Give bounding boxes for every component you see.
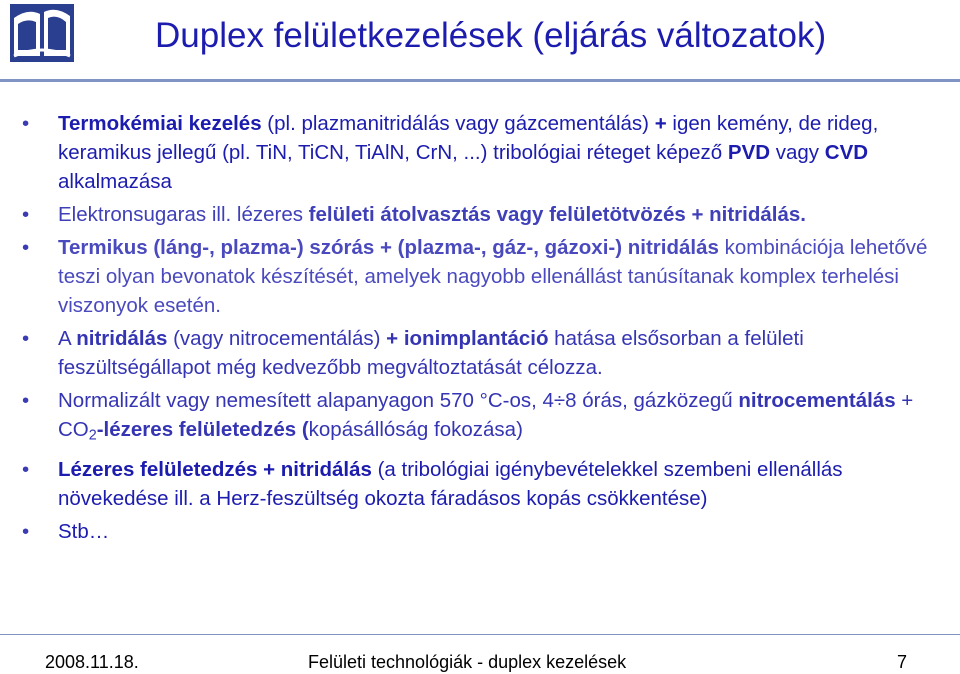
list-item-text: kopásállóság fokozása) bbox=[308, 418, 523, 441]
list-item-text: Lézeres felületedzés + nitridálás bbox=[58, 457, 372, 481]
page-title: Duplex felületkezelések (eljárás változatok) bbox=[155, 16, 827, 55]
list-item bbox=[22, 200, 942, 229]
list-item-text: CVD bbox=[824, 141, 869, 164]
list-item-text: (pl. plazmanitridálás vagy gázcementálás) bbox=[261, 112, 655, 135]
university-logo bbox=[10, 4, 74, 62]
list-item bbox=[22, 233, 942, 320]
list-item-text: alkalmazása bbox=[58, 170, 172, 193]
list-item-text: felületi átolvasztás vagy felületötvözés + nitridálás. bbox=[308, 203, 806, 226]
list-item-text: Elektronsugaras ill. lézeres bbox=[58, 203, 309, 226]
list-item-text: -lézeres felületedzés ( bbox=[96, 418, 309, 441]
bullet-list bbox=[22, 109, 942, 547]
list-item-text: Termokémiai kezelés bbox=[58, 112, 262, 135]
header-divider bbox=[0, 79, 960, 82]
footer-date: 2008.11.18. bbox=[45, 652, 139, 672]
list-item bbox=[22, 109, 942, 196]
list-item-text: Termikus (láng-, plazma-) szórás + (plazma-, gáz-, gázoxi-) nitridálás bbox=[58, 236, 719, 259]
list-item-text: A bbox=[58, 327, 77, 350]
list-item bbox=[22, 324, 942, 382]
list-item-text: vagy bbox=[770, 141, 825, 164]
footer-title: Felületi technológiák - duplex kezelések bbox=[308, 652, 627, 672]
list-item-text: Stb… bbox=[58, 519, 110, 543]
list-item-text: kombinációja lehetővé teszi olyan bevonatok készítését, amelyek nagyobb ellenállást tanúsítanak komplex terhelési viszonyok esetén. bbox=[58, 236, 928, 317]
list-item-text: igen kemény, de rideg, keramikus jellegű (pl. TiN, TiCN, TiAlN, CrN, ...) tribológiai réteget képező bbox=[58, 112, 879, 164]
list-item-text: PVD bbox=[727, 141, 771, 164]
list-item-text: 2 bbox=[88, 427, 97, 444]
list-item-text: nitrocementálás bbox=[738, 389, 896, 412]
list-item-text: Normalizált vagy nemesített alapanyagon 570 °C-os, 4÷8 órás, gázközegű bbox=[58, 389, 739, 412]
list-item-text: + bbox=[654, 112, 667, 135]
list-item-text: nitridálás bbox=[76, 327, 168, 350]
list-item-text: + ionimplantáció bbox=[386, 327, 549, 350]
list-item bbox=[22, 386, 942, 451]
page-number: 7 bbox=[897, 652, 908, 672]
list-item-text: (a tribológiai igénybevételekkel szembeni ellenállás növekedése ill. a Herz-feszültség okozta fáradásos kopás csökkentése) bbox=[58, 457, 843, 510]
footer-divider bbox=[0, 634, 960, 635]
list-item bbox=[22, 455, 942, 513]
list-item bbox=[22, 517, 942, 546]
list-item-text: + CO bbox=[58, 389, 914, 441]
list-item-text: hatása elsősorban a felületi feszültségállapot még kedvezőbb megváltoztatását célozza. bbox=[58, 327, 804, 379]
list-item-text: (vagy nitrocementálás) bbox=[167, 327, 387, 350]
